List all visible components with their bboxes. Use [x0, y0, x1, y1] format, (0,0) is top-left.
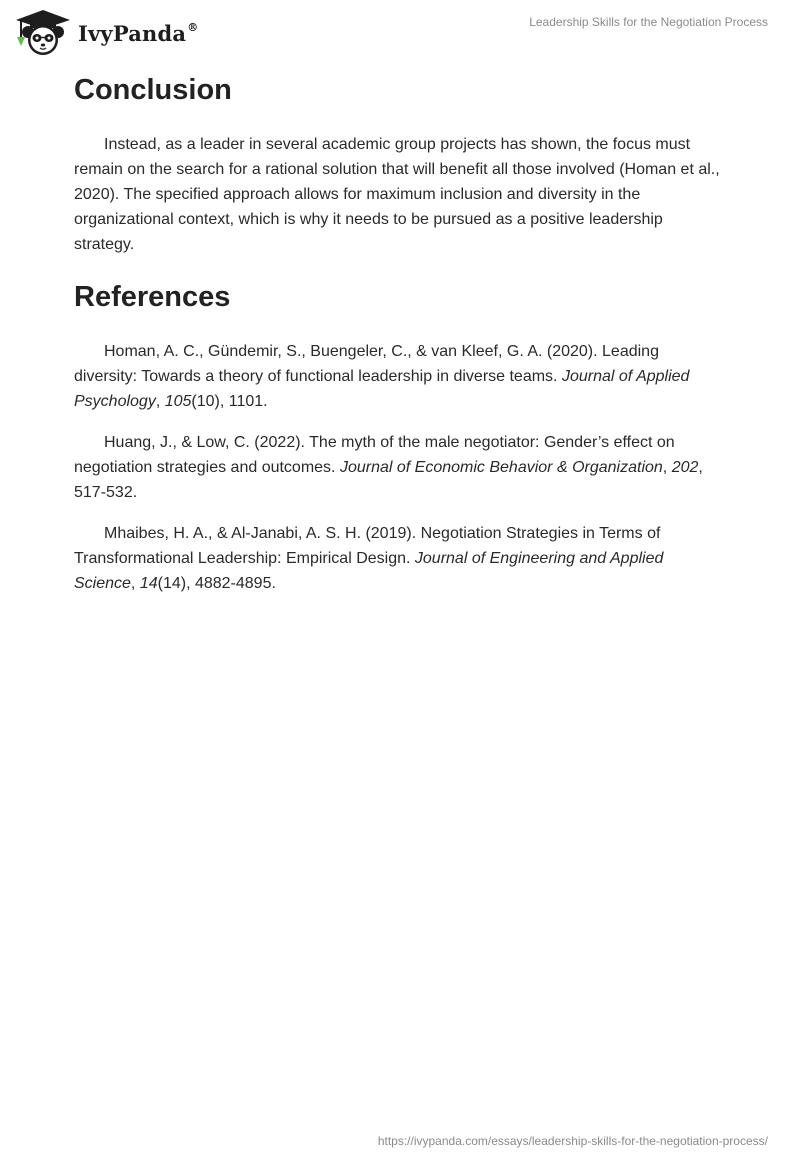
registered-mark: ® — [187, 20, 199, 34]
brand-name: IvyPanda® — [78, 20, 199, 46]
reference-journal: Journal of Applied Psychology — [74, 368, 690, 410]
reference-volume: 202 — [671, 459, 699, 476]
panda-graduate-icon — [14, 8, 72, 56]
brand-logo[interactable] — [14, 8, 198, 56]
references-section — [74, 277, 724, 596]
page-header — [0, 0, 800, 60]
running-title: Leadership Skills for the Negotiation Process — [529, 15, 768, 29]
conclusion-paragraph: Instead, as a leader in several academic group projects has shown, the focus must remain on the search for a rational solution that will benefit all those involved (Homan et al., 2020). The specified approach allows for maximum inclusion and diversity in the organizational context, which is why it needs to be pursued as a positive leadership strategy. — [74, 136, 720, 253]
conclusion-section — [74, 70, 724, 257]
source-url[interactable]: https://ivypanda.com/essays/leadership-skills-for-the-negotiation-process/ — [377, 1134, 768, 1148]
references-list — [74, 339, 724, 596]
reference-item: Mhaibes, H. A., & Al-Janabi, A. S. H. (2019). Negotiation Strategies in Terms of Transformational Leadership: Empirical Design. Journal of Engineering and Applied Science, 14(14), 4882-4895. — [74, 525, 664, 592]
reference-volume: 14 — [139, 575, 158, 592]
reference-journal: Journal of Engineering and Applied Science — [74, 550, 664, 592]
essay-content — [74, 70, 724, 612]
references-heading: References — [74, 281, 231, 313]
reference-item: Homan, A. C., Gündemir, S., Buengeler, C., & van Kleef, G. A. (2020). Leading diversity: Towards a theory of functional leadership in diverse teams. Journal of Applied Psychology, 105(10), 1101. — [74, 343, 690, 410]
reference-journal: Journal of Economic Behavior & Organization — [339, 459, 663, 476]
conclusion-heading: Conclusion — [74, 74, 232, 106]
reference-item: Huang, J., & Low, C. (2022). The myth of the male negotiator: Gender’s effect on negotiation strategies and outcomes. Journal of Economic Behavior & Organization, 202, 517-532. — [74, 434, 703, 501]
reference-volume: 105 — [164, 393, 192, 410]
